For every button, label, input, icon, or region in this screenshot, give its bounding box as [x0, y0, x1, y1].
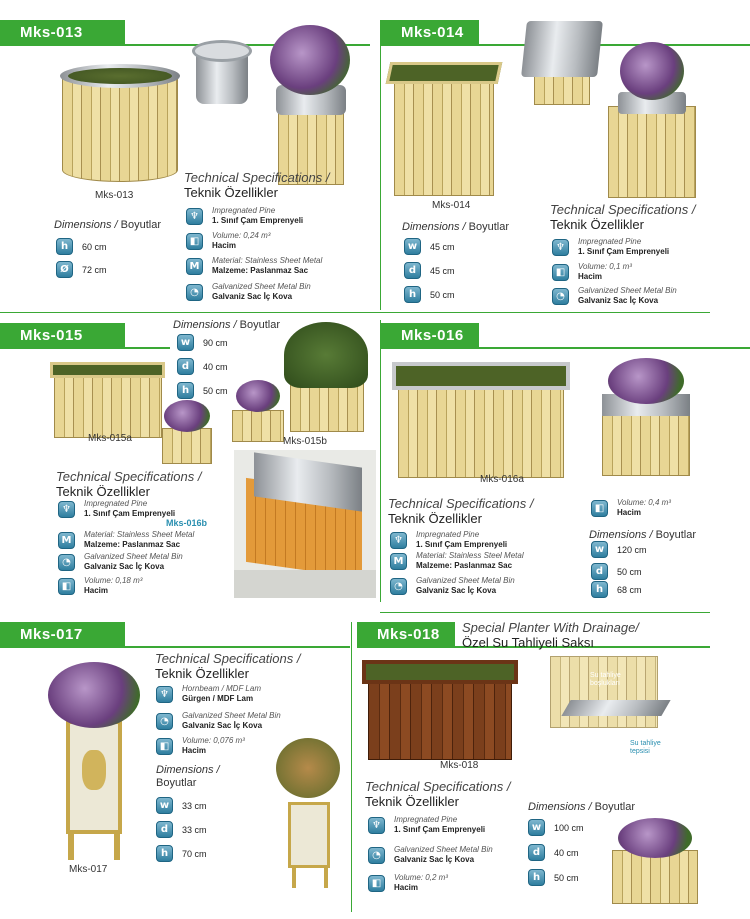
caption-mks014: Mks-014	[432, 200, 471, 211]
product-image-mks015-flowers	[162, 400, 212, 464]
height-icon: h	[56, 238, 73, 255]
bin-icon: ◔	[368, 847, 385, 864]
width-icon: w	[177, 334, 194, 351]
section-tag-mks017: Mks-017	[0, 622, 125, 647]
spec-row	[390, 551, 524, 571]
spec-en: Volume: 0,076 m³	[182, 736, 245, 745]
spec-tr: Gürgen / MDF Lam	[182, 694, 254, 703]
dimension-row	[177, 358, 228, 375]
spec-tr: 1. Sınıf Çam Emprenyeli	[578, 247, 670, 256]
product-image-mks015b	[284, 322, 368, 432]
divider	[0, 312, 710, 313]
dimension-value: 33 cm	[182, 800, 207, 811]
section-tag-mks018: Mks-018	[357, 622, 455, 647]
spec-en: Material: Stainless Sheet Metal	[84, 530, 195, 539]
dim-title-mks016: Dimensions / Boyutlar	[589, 529, 696, 541]
spec-tr: Galvaniz Sac İç Kova	[212, 292, 293, 301]
spec-tr: Galvaniz Sac İç Kova	[182, 721, 263, 730]
dimension-row	[591, 541, 647, 558]
material-icon: M	[58, 532, 75, 549]
volume-icon: ◧	[591, 500, 608, 517]
dimension-value: 50 cm	[617, 566, 642, 577]
spec-row	[186, 282, 311, 302]
product-image-mks013-bin	[192, 40, 252, 106]
dimension-value: 45 cm	[430, 241, 455, 252]
product-image-mks016a	[392, 362, 570, 478]
spec-tr: 1. Sınıf Çam Emprenyeli	[416, 540, 508, 549]
dimension-row	[528, 869, 579, 886]
spec-row	[186, 256, 322, 276]
spec-row	[390, 530, 507, 550]
spec-en: Impregnated Pine	[84, 499, 148, 508]
height-icon: h	[591, 581, 608, 598]
dimension-row	[528, 819, 584, 836]
product-image-mks018-flowers	[612, 818, 698, 904]
product-image-mks014-flowers	[606, 42, 698, 197]
spec-en: Volume: 0,1 m³	[578, 262, 632, 271]
spec-en: Impregnated Pine	[416, 530, 480, 539]
spec-en: Galvanized Sheet Metal Bin	[212, 282, 311, 291]
dimension-value: 50 cm	[554, 872, 579, 883]
caption-mks015b: Mks-015b	[283, 436, 327, 447]
spec-title-mks014: Technical Specifications / Teknik Özellikler	[550, 202, 696, 232]
spec-tr: 1. Sınıf Çam Emprenyeli	[84, 509, 176, 518]
width-icon: w	[156, 797, 173, 814]
dimension-row	[404, 238, 455, 255]
product-image-mks015a	[50, 362, 165, 438]
spec-volume-mks016: ◧ Volume: 0,4 m³ Hacim	[591, 498, 671, 518]
spec-tr: Malzeme: Paslanmaz Sac	[212, 266, 309, 275]
spec-tr: Malzeme: Paslanmaz Sac	[416, 561, 513, 570]
spec-row	[186, 231, 270, 251]
spec-en: Impregnated Pine	[578, 237, 642, 246]
spec-row	[58, 499, 175, 519]
product-image-mks014-bin	[518, 15, 606, 105]
height-icon: h	[404, 286, 421, 303]
dimension-value: 60 cm	[82, 241, 107, 252]
spec-en: Galvanized Sheet Metal Bin	[84, 552, 183, 561]
spec-row	[368, 815, 485, 835]
spec-tr: Galvaniz Sac İç Kova	[578, 296, 659, 305]
spec-en: Galvanized Sheet Metal Bin	[394, 845, 493, 854]
depth-icon: d	[591, 563, 608, 580]
title-mks018: Special Planter With Drainage/ Özel Su Tahliyeli Saksı	[462, 620, 639, 650]
caption-mks018: Mks-018	[440, 760, 479, 771]
spec-tr: Hacim	[394, 883, 419, 892]
width-icon: w	[404, 238, 421, 255]
bin-icon: ◔	[58, 554, 75, 571]
product-image-mks015-small	[232, 380, 284, 442]
caption-mks016b: Mks-016b	[166, 518, 208, 528]
dimension-value: 100 cm	[554, 822, 584, 833]
depth-icon: d	[156, 821, 173, 838]
width-icon: w	[528, 819, 545, 836]
spec-en: Impregnated Pine	[394, 815, 458, 824]
pine-icon: ♆	[368, 817, 385, 834]
product-image-mks013-main	[62, 62, 178, 182]
product-image-mks014-main	[388, 62, 500, 197]
section-tag-mks014: Mks-014	[381, 20, 479, 45]
label-drainage-gaps: Su tahliye boşlukları	[590, 672, 621, 687]
spec-en: Material: Stainless Sheet Metal	[212, 256, 323, 265]
pine-icon: ♆	[58, 501, 75, 518]
height-icon: h	[528, 869, 545, 886]
spec-row	[156, 711, 281, 731]
spec-tr: Malzeme: Paslanmaz Sac	[84, 540, 181, 549]
spec-row	[368, 845, 493, 865]
dimension-row	[56, 238, 107, 255]
section-tag-mks016: Mks-016	[381, 323, 479, 348]
dimension-row	[156, 821, 207, 838]
product-image-mks018	[362, 660, 518, 760]
spec-tr: 1. Sınıf Çam Emprenyeli	[394, 825, 486, 834]
bin-icon: ◔	[552, 288, 569, 305]
caption-mks013: Mks-013	[95, 190, 134, 201]
spec-tr: Hacim	[578, 272, 603, 281]
width-icon: w	[591, 541, 608, 558]
volume-icon: ◧	[552, 264, 569, 281]
volume-icon: ◧	[368, 875, 385, 892]
divider	[351, 622, 352, 912]
spec-title-mks013: Technical Specifications / Teknik Özellikler	[184, 170, 330, 200]
dimension-value: 40 cm	[554, 847, 579, 858]
dimension-value: 45 cm	[430, 265, 455, 276]
spec-row	[58, 576, 142, 596]
bin-icon: ◔	[186, 284, 203, 301]
divider	[0, 347, 170, 349]
dimension-value: 50 cm	[430, 289, 455, 300]
dimension-row	[528, 844, 579, 861]
volume-icon: ◧	[156, 738, 173, 755]
dimension-row	[404, 286, 455, 303]
pine-icon: ♆	[390, 532, 407, 549]
dimension-value: 70 cm	[182, 848, 207, 859]
volume-icon: ◧	[186, 233, 203, 250]
spec-tr: Galvaniz Sac İç Kova	[416, 586, 497, 595]
pine-icon: ♆	[156, 686, 173, 703]
dimension-value: 68 cm	[617, 584, 642, 595]
product-image-mks018-drainage	[550, 656, 668, 738]
dimension-value: 33 cm	[182, 824, 207, 835]
dimension-row	[177, 382, 228, 399]
dim-title-mks013: Dimensions / Boyutlar	[54, 219, 161, 231]
bin-icon: ◔	[390, 578, 407, 595]
spec-row	[390, 576, 515, 596]
dimension-row	[156, 797, 207, 814]
spec-tr: Galvaniz Sac İç Kova	[84, 562, 165, 571]
volume-icon: ◧	[58, 578, 75, 595]
spec-tr: Galvaniz Sac İç Kova	[394, 855, 475, 864]
spec-row	[552, 286, 677, 306]
spec-tr: Hacim	[212, 241, 237, 250]
dimension-row	[404, 262, 455, 279]
dim-title-mks018: Dimensions / Boyutlar	[528, 801, 635, 813]
spec-row	[552, 262, 632, 282]
dimension-row	[56, 261, 107, 278]
divider	[380, 612, 710, 613]
bin-icon: ◔	[156, 713, 173, 730]
spec-row	[58, 530, 194, 550]
spec-en: Material: Stainless Steel Metal	[416, 551, 524, 560]
spec-row	[58, 552, 183, 572]
dimension-row	[156, 845, 207, 862]
dimension-value: 72 cm	[82, 264, 107, 275]
spec-en: Volume: 0,18 m³	[84, 576, 143, 585]
dimension-row	[177, 334, 228, 351]
divider	[380, 20, 381, 310]
pine-icon: ♆	[186, 208, 203, 225]
product-image-mks016-flowers	[598, 358, 694, 476]
material-icon: M	[390, 553, 407, 570]
spec-en: Galvanized Sheet Metal Bin	[182, 711, 281, 720]
spec-en: Impregnated Pine	[212, 206, 276, 215]
spec-row	[156, 684, 261, 704]
divider	[380, 320, 381, 602]
label-drainage-tray: Su tahliye tepsisi	[630, 740, 661, 755]
spec-en: Volume: 0,24 m³	[212, 231, 271, 240]
spec-en: Hornbeam / MDF Lam	[182, 684, 261, 693]
dimension-value: 120 cm	[617, 544, 647, 555]
spec-row	[156, 736, 245, 756]
dim-title-mks014: Dimensions / Boyutlar	[402, 221, 509, 233]
spec-row	[552, 237, 669, 257]
spec-title-mks015: Technical Specifications / Teknik Özellikler	[56, 469, 202, 499]
dimension-value: 90 cm	[203, 337, 228, 348]
spec-title-mks016: Technical Specifications / Teknik Özellikler	[388, 496, 534, 526]
depth-icon: d	[404, 262, 421, 279]
spec-en: Galvanized Sheet Metal Bin	[416, 576, 515, 585]
spec-row	[368, 873, 448, 893]
dimension-row	[591, 581, 642, 598]
spec-tr: Hacim	[84, 586, 109, 595]
pine-icon: ♆	[552, 239, 569, 256]
material-icon: M	[186, 258, 203, 275]
caption-mks015a: Mks-015a	[88, 433, 132, 444]
caption-mks017: Mks-017	[69, 864, 108, 875]
diameter-icon: Ø	[56, 261, 73, 278]
divider	[381, 347, 750, 349]
dimension-row	[591, 563, 642, 580]
section-tag-mks013: Mks-013	[0, 20, 125, 45]
spec-title-mks017: Technical Specifications / Teknik Özellikler	[155, 651, 301, 681]
depth-icon: d	[177, 358, 194, 375]
height-icon: h	[177, 382, 194, 399]
spec-en: Volume: 0,2 m³	[394, 873, 448, 882]
product-image-mks017	[48, 662, 140, 862]
spec-row	[186, 206, 303, 226]
depth-icon: d	[528, 844, 545, 861]
dim-title-mks015: Dimensions / Boyutlar	[173, 319, 280, 331]
divider	[0, 646, 350, 648]
product-photo-mks016b	[234, 450, 376, 598]
spec-en: Galvanized Sheet Metal Bin	[578, 286, 677, 295]
spec-tr: Hacim	[182, 746, 207, 755]
spec-title-mks018: Technical Specifications / Teknik Özellikler	[365, 779, 511, 809]
caption-mks016: Mks-016a	[480, 474, 524, 485]
dim-title-mks017: Dimensions / Boyutlar	[156, 764, 220, 789]
height-icon: h	[156, 845, 173, 862]
product-image-mks017-b	[276, 738, 340, 888]
section-tag-mks015: Mks-015	[0, 323, 125, 348]
spec-tr: 1. Sınıf Çam Emprenyeli	[212, 216, 304, 225]
product-image-mks013-flowers	[270, 25, 350, 165]
dimension-value: 40 cm	[203, 361, 228, 372]
dimension-value: 50 cm	[203, 385, 228, 396]
